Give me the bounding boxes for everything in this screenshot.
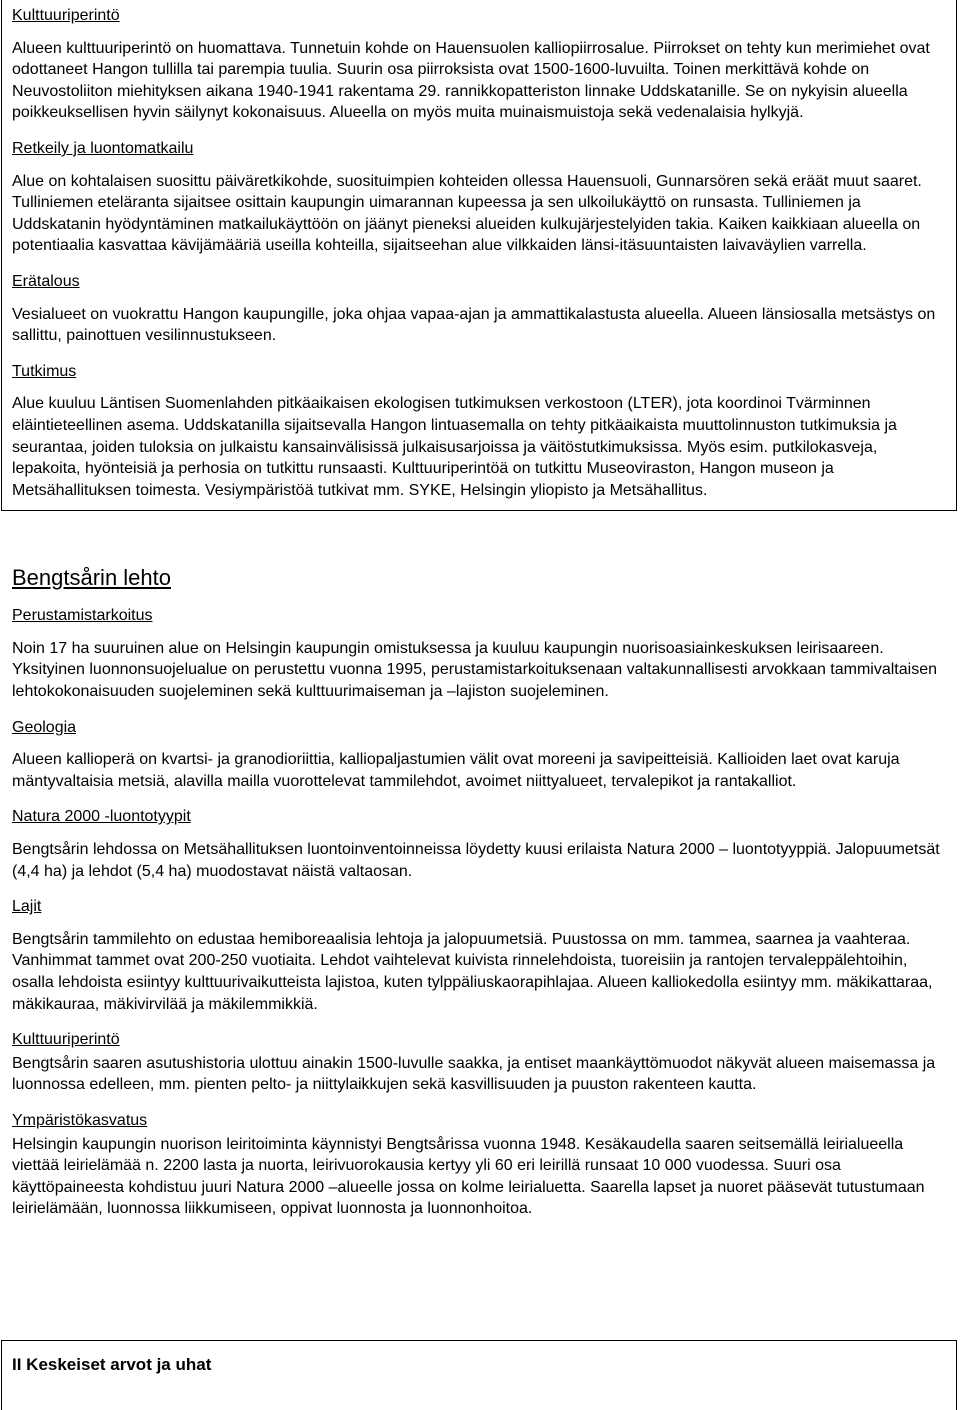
heading-tutkimus: Tutkimus bbox=[12, 362, 77, 380]
heading-geologia: Geologia bbox=[12, 718, 77, 736]
paragraph-tutkimus: Alue kuuluu Läntisen Suomenlahden pitkäaikaisen ekologisen tutkimuksen verkostoon (LTER), jota koordinoi Tvärminnen eläintieteellinen asema. Uddskatanilla sijaitsevalla Hangon lintuasemalla on tehty pitkäaikaista muuttolinnuston tutkimuksia ja seurantaa, joiden tuloksia on julkaistu kansainvälisissä julkaisusarjoissa ja väitöstutkimuksissa. Myös esim. putkilokasveja, lepakoita, hyönteisiä ja perhosia on tutkittu runsaasti. Kulttuuriperintöä on tutkittu Museoviraston, Hangon museon ja Metsähallituksen toimesta. Vesiympäristöä tutkivat mm. SYKE, Helsingin yliopisto ja Metsähallitus. bbox=[12, 395, 897, 499]
heading-perustamistarkoitus: Perustamistarkoitus bbox=[12, 607, 153, 625]
heading-kulttuuriperinto-1: Kulttuuriperintö bbox=[12, 7, 120, 24]
paragraph-ymparistokasvatus: Helsingin kaupungin nuorison leiritoiminta käynnistyi Bengtsårissa vuonna 1948. Kesäkaudella saaren seitsemällä leirialueella viettää leirielämää n. 2200 lasta ja nuorta, leirivuorokausia kertyy yli 60 eri leirillä runsaat 10 000 vuodessa. Suuri osa käyttöpaineesta kohdistuu juuri Natura 2000 –alueelle jossa on kolme leirialuetta. Saarella lapset ja nuoret pääsevät tutustumaan leirielämään, luonnossa liikkumiseen, oppivat luonnosta ja luonnonhoitoa. bbox=[12, 1135, 925, 1218]
paragraph-lajit: Bengtsårin tammilehto on edustaa hemiboreaalisia lehtoja ja jalopuumetsiä. Puustossa on mm. tammea, saarnea ja vaahteraa. Vanhimmat tammet ovat 200-250 vuotiaita. Lehdot vaihtelevat kuivista rinnelehdoista, tuoreisiin ja rantojen tervaleppälehtoihin, osalla lehdoista esiintyy kulttuurivaikutteista lajistoa, kuten tylppäliuskaorapihlajaa. Alueen kalliokedolla esiintyy mm. mäkikattaraa, mäkikauraa, mäkivirvilää ja mäkilemmikkiä. bbox=[12, 930, 933, 1013]
section-footer-label: II Keskeiset arvot ja uhat bbox=[12, 1355, 212, 1374]
heading-lajit: Lajit bbox=[12, 898, 42, 916]
paragraph-natura: Bengtsårin lehdossa on Metsähallituksen luontoinventoinneissa löydetty kuusi erilaista Natura 2000 – luontotyyppiä. Jalopuumetsät (4,4 ha) ja lehdot (5,4 ha) muodostavat näistä valtaosan. bbox=[12, 841, 940, 880]
paragraph-perustamistarkoitus: Noin 17 ha suuruinen alue on Helsingin kaupungin omistuksessa ja kuuluu kaupungin nuorisoasiainkeskuksen leirisaareen. Yksityinen luonnonsuojelualue on perustettu vuonna 1995, perustamistarkoituksenaan valtakunnallisesti arvokkaan tammivaltaisen lehtokokonaisuuden suojeleminen sekä kulttuurimaiseman ja –lajiston suojeleminen. bbox=[12, 639, 937, 701]
heading-retkeily: Retkeily ja luontomatkailu bbox=[12, 139, 194, 157]
section-title-bengtsar: Bengtsårin lehto bbox=[12, 565, 171, 591]
paragraph-kulttuuriperinto-2: Bengtsårin saaren asutushistoria ulottuu ainakin 1500-luvulle saakka, ja entiset maankäyttömuodot näkyvät alueen maisemassa ja luonnossa edelleen, mm. pienten pelto- ja niittylaikkujen sekä kasvillisuuden ja puuston rakenteen kautta. bbox=[12, 1054, 936, 1094]
heading-natura: Natura 2000 -luontotyypit bbox=[12, 808, 191, 826]
paragraph-kulttuuriperinto-1: Alueen kulttuuriperintö on huomattava. Tunnetuin kohde on Hauensuolen kalliopiirrosalue. Piirrokset on tehty kun merimiehet ovat odottaneet Hangon tullilla tai parempia tuulia. Suurin osa piirroksista ovat 1500-1600-luvuilta. Toinen merkittävä kohde on Neuvostoliiton miehityksen aikana 1940-1941 rakentama 29. rannikkopatteriston linnake Uddskatanille. Se on nykyisin alueella poikkeuksellisen hyvin säilynyt kokonaisuus. Alueella on myös muita muinaismuistoja sekä vedenalaisia hylkyjä. bbox=[12, 39, 930, 122]
paragraph-geologia: Alueen kallioperä on kvartsi- ja granodioriittia, kalliopaljastumien välit ovat moreeni ja savipeitteisiä. Kallioiden laet ovat karuja mäntyvaltaisia metsiä, alavilla mailla vuorottelevat tammilehdot, avoimet niittyalueet, tervalepikot ja rantakalliot. bbox=[12, 751, 900, 790]
heading-eratalous: Erätalous bbox=[12, 272, 80, 290]
paragraph-retkeily: Alue on kohtalaisen suosittu päiväretkikohde, suosituimpien kohteiden ollessa Hauensuoli, Gunnarsören sekä eräät muut saaret. Tulliniemen eteläranta sijaitsee osittain kaupungin uimarannan kupeessa ja sen ulkoilukäyttö on runsasta. Tulliniemen ja Uddskatanin hyödyntäminen matkailukäyttöön on jäänyt pieneksi alueiden kulkujärjestelyiden takia. Kaiken kaikkiaan alueella on potentiaalia kasvattaa kävijämääriä useilla kohteilla, sijaitseehan alue vilkkaiden länsi-itäsuuntaisten laivaväylien varrella. bbox=[12, 172, 922, 255]
heading-ymparistokasvatus: Ympäristökasvatus bbox=[12, 1111, 148, 1129]
paragraph-eratalous: Vesialueet on vuokrattu Hangon kaupungille, joka ohjaa vapaa-ajan ja ammattikalastusta alueella. Alueen länsiosalla metsästys on sallittu, painottuen vesilinnustukseen. bbox=[12, 305, 936, 345]
heading-kulttuuriperinto-2: Kulttuuriperintö bbox=[12, 1031, 120, 1049]
